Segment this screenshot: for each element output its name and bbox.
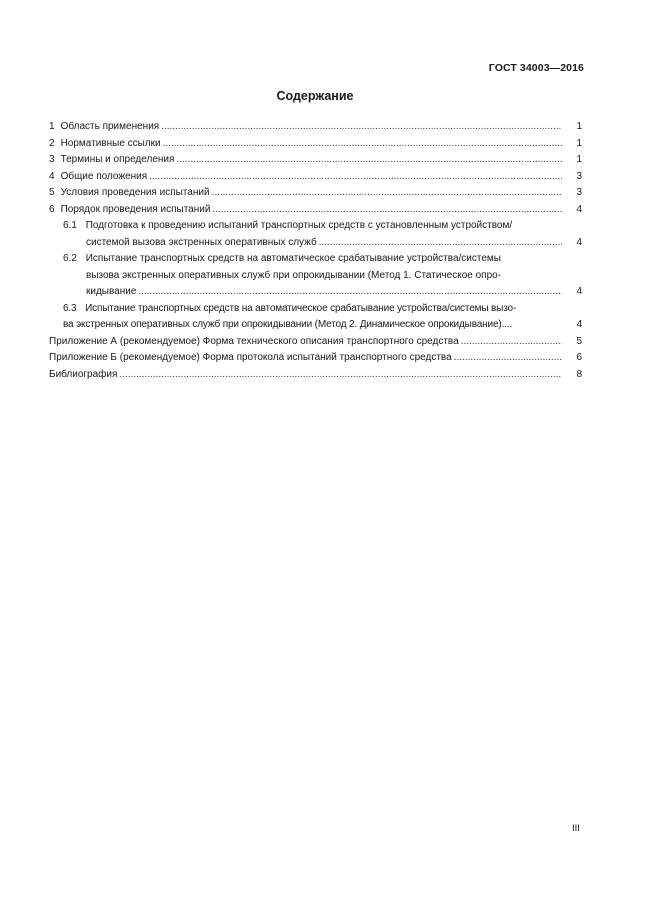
toc-entry-page: 6 [576,352,582,363]
toc-entry-page: 4 [576,286,582,297]
toc-entry-number: 1 [49,121,55,132]
toc-entry-number: 6.1 [63,220,77,231]
toc-entry-4[interactable] [49,171,582,188]
toc-entry-bibliography[interactable] [49,369,582,386]
toc-entry-page: 1 [576,121,582,132]
toc-title: Содержание [276,89,354,103]
toc-entry-title-line-2: вызова экстренных оперативных служб при опрокидывании (Метод 1. Статическое опро- [86,269,502,281]
toc-entry-5[interactable] [49,187,582,204]
toc-entry-number: 6.2 [63,253,77,264]
toc-entry-title-line-2: ва экстренных оперативных служб при опрокидывании (Метод 2. Динамическое опрокидывание).... [63,319,513,330]
toc-entry-title: Термины и определения [60,154,175,165]
toc-entry-6-2[interactable] [49,253,582,303]
leader-dots [461,336,562,348]
toc-entry-number: 6.3 [63,302,77,314]
toc-entry-page: 5 [576,335,582,347]
toc-entry-title-line-2: системой вызова экстренных оперативных служб [86,236,317,248]
toc-entry-page: 8 [576,368,582,380]
leader-dots [319,237,562,249]
toc-entry-title-line-1: Испытание транспортных средств на автоматическое срабатывание устройства/системы вызо- [85,302,517,314]
toc-entry-title-line-1: Подготовка к проведению испытаний транспортных средств с установленным устройством/ [85,220,513,231]
leader-dots [138,286,562,298]
leader-dots [212,204,562,216]
toc-entry-number: 6 [49,203,55,215]
toc-entry-title-line-3: кидывание [86,286,137,297]
toc-entry-page: 1 [576,154,582,165]
leader-dots [119,369,562,381]
toc-entry-appendix-b[interactable] [49,352,582,369]
toc-entry-title: Область применения [60,121,160,132]
toc-entry-6[interactable] [49,204,582,221]
toc-entry-number: 4 [49,170,55,182]
toc-entry-appendix-a[interactable] [49,336,582,353]
toc-entry-page: 4 [576,236,582,248]
toc-entry-title: Библиография [49,368,118,380]
leader-dots [212,187,562,199]
document-code: ГОСТ 34003—2016 [488,62,584,74]
toc-entry-title: Приложение А (рекомендуемое) Форма технического описания транспортного средства [49,335,459,347]
leader-dots [149,171,562,183]
toc-entry-title: Порядок проведения испытаний [60,203,211,215]
toc-entry-title: Нормативные ссылки [60,137,161,149]
toc-entry-6-1[interactable] [49,220,582,253]
toc-entry-1[interactable] [49,121,582,138]
toc-entry-page: 4 [576,203,582,215]
leader-dots [163,138,562,150]
toc-entry-page: 3 [576,170,582,182]
toc-entry-6-3[interactable] [49,303,582,336]
leader-dots [176,154,562,166]
table-of-contents [49,121,582,385]
toc-entry-2[interactable] [49,138,582,155]
toc-entry-3[interactable] [49,154,582,171]
toc-entry-number: 3 [49,154,55,165]
toc-entry-number: 2 [49,137,55,149]
toc-entry-title: Общие положения [60,170,148,182]
toc-entry-number: 5 [49,187,55,198]
leader-dots [454,352,562,364]
toc-entry-title: Условия проведения испытаний [60,187,210,198]
toc-entry-page: 4 [576,319,582,330]
leader-dots [161,121,562,133]
toc-entry-page: 1 [576,137,582,149]
toc-entry-title-line-1: Испытание транспортных средств на автоматическое срабатывание устройства/системы [85,253,501,264]
toc-entry-title: Приложение Б (рекомендуемое) Форма протокола испытаний транспортного средства [49,352,452,363]
toc-entry-page: 3 [576,187,582,198]
page-number: III [572,823,580,834]
